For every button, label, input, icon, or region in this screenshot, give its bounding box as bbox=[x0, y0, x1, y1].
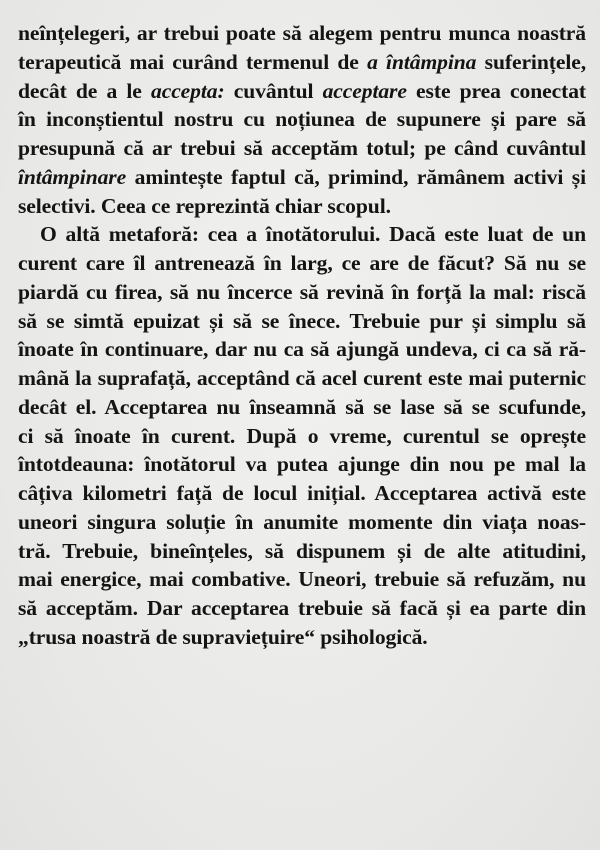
text-segment: decât el. Acceptarea nu înseamnă să se lase să se scufunde, bbox=[18, 394, 586, 419]
text-segment: amintește faptul că, primind, rămânem activi și bbox=[126, 164, 586, 189]
text-line bbox=[18, 508, 586, 537]
text-segment: mână la suprafață, acceptând că acel curent este mai puternic bbox=[18, 366, 586, 390]
text-line bbox=[18, 594, 586, 623]
text-segment: selectivi. Ceea ce reprezintă chiar scopul. bbox=[18, 193, 391, 218]
text-line bbox=[18, 77, 586, 106]
italic-term: acceptare bbox=[322, 78, 407, 103]
text-segment: câțiva kilometri față de locul inițial. Acceptarea activă este bbox=[18, 481, 586, 505]
text-line bbox=[18, 335, 586, 364]
text-segment: înoate în continuare, dar nu ca să ajungă undeva, ci ca să ră- bbox=[18, 337, 586, 362]
text-line bbox=[18, 393, 586, 422]
text-segment: piardă cu firea, să nu încerce să revină în forță la mal: riscă bbox=[18, 279, 586, 304]
text-segment: tră. Trebuie, bineînțeles, să dispunem și de alte atitudini, bbox=[18, 538, 586, 563]
text-line bbox=[18, 220, 586, 249]
text-segment: suferințele, bbox=[476, 49, 586, 74]
text-segment: întotdeauna: înotătorul va putea ajunge din nou pe mal la bbox=[18, 452, 586, 477]
text-line bbox=[18, 105, 586, 134]
text-segment: terapeutică mai curând termenul de bbox=[18, 49, 368, 74]
text-segment: mai energice, mai combative. Uneori, trebuie să refuzăm, nu bbox=[18, 567, 586, 592]
text-segment: presupună că ar trebui să acceptăm totul; pe când cuvântul bbox=[18, 136, 586, 160]
text-segment: curent care îl antrenează în larg, ce are de făcut? Să nu se bbox=[18, 251, 586, 275]
text-segment: O altă metaforă: cea a înotătorului. Dacă este luat de un bbox=[40, 222, 586, 247]
text-line bbox=[18, 192, 586, 221]
text-line bbox=[18, 278, 586, 307]
text-line bbox=[18, 134, 586, 163]
text-segment: ci să înoate în curent. După o vreme, curentul se oprește bbox=[18, 423, 586, 448]
text-segment: să se simtă epuizat și să se înece. Trebuie pur și simplu să bbox=[18, 308, 586, 333]
book-page-text bbox=[18, 19, 586, 652]
italic-term: întâmpinare bbox=[18, 164, 127, 189]
text-line bbox=[18, 623, 586, 652]
text-segment: în inconștientul nostru cu noțiunea de supunere și pare să bbox=[18, 107, 586, 132]
text-segment: uneori singura soluție în anumite momente din viața noas- bbox=[18, 509, 586, 534]
text-segment: „trusa noastră de supraviețuire“ psihologică. bbox=[18, 624, 428, 649]
text-line bbox=[18, 364, 586, 393]
italic-term: a întâmpina bbox=[367, 49, 477, 74]
text-line bbox=[18, 537, 586, 566]
text-line bbox=[18, 163, 586, 192]
text-line bbox=[18, 565, 586, 594]
text-segment: cuvântul bbox=[224, 78, 323, 103]
text-line bbox=[18, 19, 586, 48]
text-line bbox=[18, 249, 586, 278]
text-segment: decât de a le bbox=[18, 78, 152, 103]
text-segment: este prea conectat bbox=[406, 78, 586, 103]
italic-term: accepta: bbox=[151, 78, 225, 103]
text-segment: neînțelegeri, ar trebui poate să alegem pentru munca noastră bbox=[18, 21, 586, 45]
text-line bbox=[18, 307, 586, 336]
text-line bbox=[18, 450, 586, 479]
text-line bbox=[18, 422, 586, 451]
text-segment: să acceptăm. Dar acceptarea trebuie să facă și ea parte din bbox=[18, 596, 586, 620]
text-line bbox=[18, 48, 586, 77]
text-line bbox=[18, 479, 586, 508]
